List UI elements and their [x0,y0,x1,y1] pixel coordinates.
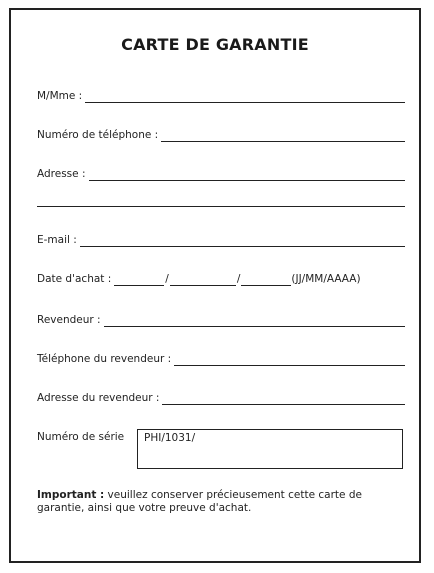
serial-label: Numéro de série [37,431,125,443]
important-note [37,489,389,514]
email-line[interactable] [80,234,405,247]
phone-field[interactable] [37,129,405,142]
email-field[interactable] [37,234,405,247]
dealer-phone-label: Téléphone du revendeur : [37,353,172,365]
dealer-label: Revendeur : [37,314,101,326]
dealer-address-label: Adresse du revendeur : [37,392,160,404]
serial-value: PHI/1031/ [144,432,196,444]
purchase-date-label: Date d'achat : [37,273,112,285]
purchase-date-field[interactable] [37,273,361,286]
dealer-phone-line[interactable] [174,353,405,366]
address-line[interactable] [89,168,406,181]
dealer-address-line[interactable] [162,392,405,405]
address-line-2[interactable] [37,206,405,207]
address-field[interactable] [37,168,405,181]
card-title: CARTE DE GARANTIE [121,35,309,54]
phone-line[interactable] [161,129,405,142]
name-field[interactable] [37,90,405,103]
dealer-line[interactable] [104,314,405,327]
dealer-field[interactable] [37,314,405,327]
serial-input[interactable] [137,429,403,469]
email-label: E-mail : [37,234,77,246]
date-separator: / [236,273,241,285]
note-bold: Important : [37,489,105,501]
date-month-line[interactable] [170,273,236,286]
dealer-phone-field[interactable] [37,353,405,366]
address-label: Adresse : [37,168,86,180]
date-year-line[interactable] [241,273,291,286]
phone-label: Numéro de téléphone : [37,129,159,141]
note-text: veuillez conserver précieusement cette carte de garantie, ainsi que votre preuve d'achat. [37,489,362,514]
dealer-address-field[interactable] [37,392,405,405]
name-line[interactable] [85,90,405,103]
serial-row [37,431,124,443]
date-format-hint: (JJ/MM/AAAA) [291,273,361,285]
name-label: M/Mme : [37,90,83,102]
date-day-line[interactable] [114,273,164,286]
warranty-card [9,8,421,563]
date-separator: / [165,273,169,285]
